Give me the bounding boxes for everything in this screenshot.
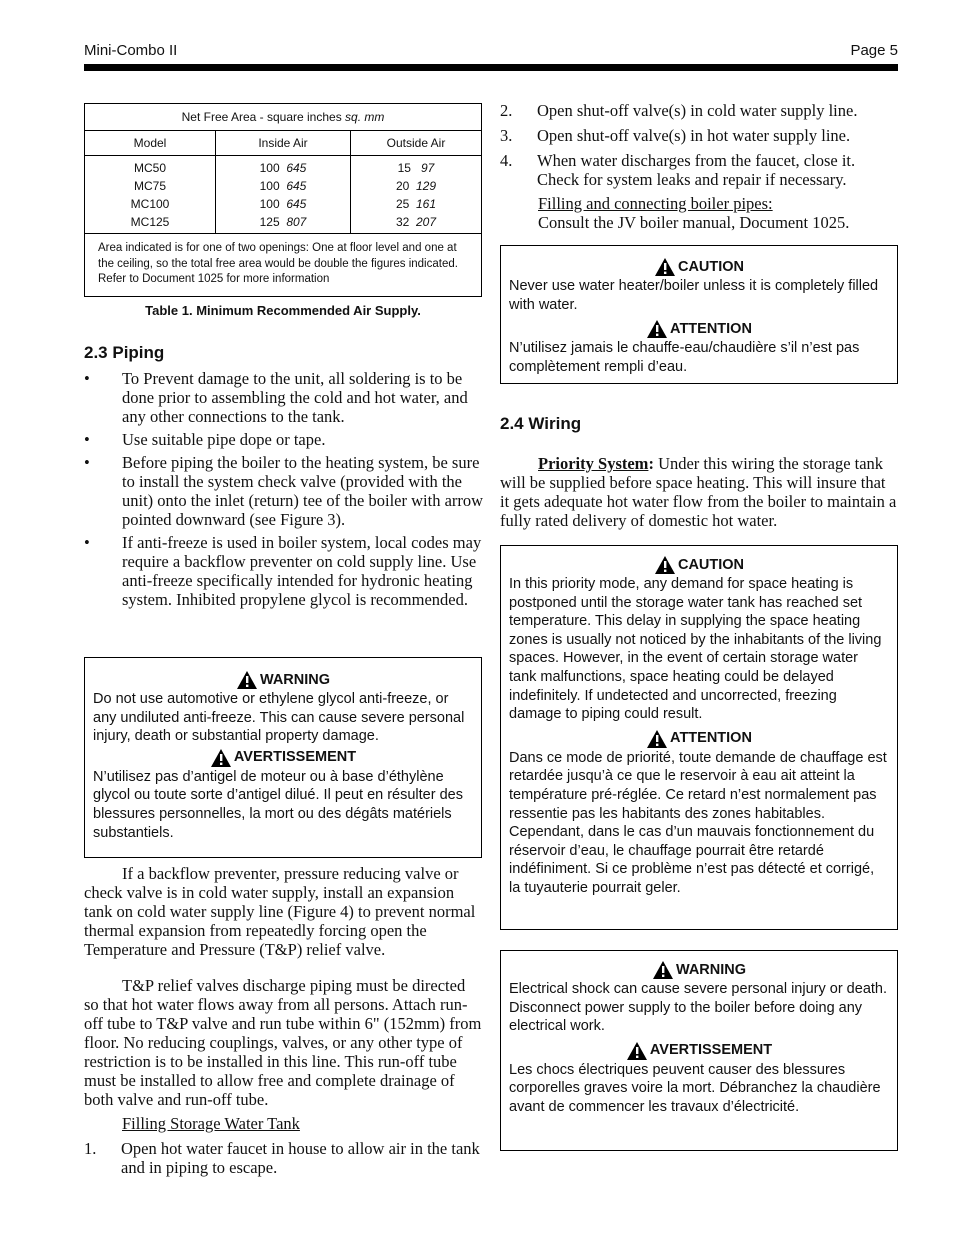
expansion-tank-paragraph: If a backflow preventer, pressure reducing valve or check valve is in cold water supply, install an expansion tank on cold water supply line (Figure 4) to prevent normal thermal expansion from repeatedly forcing open the Temperature and Pressure (T&P) relief valve. bbox=[84, 864, 476, 959]
warning-title: WARNING bbox=[509, 960, 889, 980]
table-caption-unit: sq. mm bbox=[345, 110, 385, 124]
warning-triangle-icon bbox=[210, 748, 232, 768]
inside-air-value: 100 645 bbox=[259, 160, 307, 175]
filling-boiler-text: Consult the JV boiler manual, Document 1025. bbox=[538, 213, 850, 232]
caution-title: CAUTION bbox=[509, 555, 889, 575]
list-item: • To Prevent damage to the unit, all soldering is to be done prior to assembling the cold and hot water, and any other connections to the tank. bbox=[84, 369, 468, 426]
list-item: 4. When water discharges from the faucet, close it. Check for system leaks and repair if necessary. bbox=[500, 151, 856, 189]
filling-boiler-block bbox=[538, 194, 849, 232]
attention-title: ATTENTION bbox=[509, 319, 889, 339]
inside-air-cell bbox=[216, 156, 351, 234]
header-rule bbox=[84, 64, 898, 71]
caution-text: In this priority mode, any demand for space heating is postponed until the storage water tank has reached set temperature. This delay in supplying the space heating zones is usually not noticed by the inhabitants of the living spaces. However, in the event of certain storage water tank malfunctions, space heating could be delayed indefinitely. If undetected and uncorrected, freezing damage to piping could result. bbox=[509, 576, 882, 723]
outside-air-value: 25 161 bbox=[395, 196, 437, 211]
attention-text: N’utilisez jamais le chauffe-eau/chaudière s’il n’est pas complètement rempli d’eau. bbox=[509, 340, 860, 375]
attention-text: Dans ce mode de priorité, toute demande de chauffage est retardée jusqu’à ce que le reservoir à eau ait atteint la température pré-réglée. Ce retard n’est normalement pas ressentie pas les habitants des zones habitables. Cependant, dans le cas d’un mauvais fonctionnement du réservoir d’eau, le chauffage pourrait être retardé indéfiniment. Si ce problème n’est pas détecté et corrigé, la tuyauterie pourrait geler. bbox=[509, 749, 887, 896]
section-heading-wiring: 2.4 Wiring bbox=[500, 414, 582, 433]
list-item: 2. Open shut-off valve(s) in cold water supply line. bbox=[500, 101, 858, 120]
model-value: MC100 bbox=[130, 196, 170, 211]
warning-triangle-icon bbox=[652, 960, 674, 980]
list-item: 3. Open shut-off valve(s) in hot water supply line. bbox=[500, 126, 851, 145]
table-title: Table 1. Minimum Recommended Air Supply. bbox=[145, 303, 421, 318]
table-note: Area indicated is for one of two openings: One at floor level and one at the ceiling, so the total free area would be double the figures indicated. Refer to Document 1025 for more information bbox=[85, 234, 482, 297]
attention-title: ATTENTION bbox=[509, 729, 889, 749]
avertissement-title: AVERTISSEMENT bbox=[509, 1041, 889, 1061]
avertissement-title: AVERTISSEMENT bbox=[93, 748, 473, 768]
section-heading-piping: 2.3 Piping bbox=[84, 343, 165, 362]
warning-triangle-icon bbox=[646, 729, 668, 749]
warning-text: Electrical shock can cause severe personal injury or death. Disconnect power supply to the boiler before doing any electrical work. bbox=[509, 981, 887, 1035]
warning-triangle-icon bbox=[654, 257, 676, 277]
inside-air-value: 125 807 bbox=[259, 214, 307, 229]
warning-box-electrical bbox=[500, 950, 898, 1151]
outside-air-value: 20 129 bbox=[395, 178, 437, 193]
column-outside-air: Outside Air bbox=[351, 131, 482, 156]
warning-triangle-icon bbox=[626, 1041, 648, 1061]
outside-air-value: 32 207 bbox=[395, 214, 437, 229]
filling-boiler-heading: Filling and connecting boiler pipes: bbox=[538, 194, 773, 213]
model-value: MC75 bbox=[133, 178, 166, 193]
inside-air-value: 100 645 bbox=[259, 196, 307, 211]
avertissement-text: Les chocs électriques peuvent causer des blessures corporelles graves voire la mort. Débranchez la chaudière avant de commencer les travaux d’électricité. bbox=[509, 1061, 881, 1115]
column-model: Model bbox=[85, 131, 216, 156]
warning-triangle-icon bbox=[236, 670, 258, 690]
warning-text: Do not use automotive or ethylene glycol anti-freeze, or any undiluted anti-freeze. This can cause severe personal injury, death or substantial property damage. bbox=[93, 691, 465, 745]
caution-title: CAUTION bbox=[509, 257, 889, 277]
list-item: • Before piping the boiler to the heating system, be sure to install the system check valve (provided with the unit) onto the inlet (return) tee of the boiler with arrow pointed downward (see Figure 3). bbox=[84, 453, 484, 529]
warning-triangle-icon bbox=[646, 319, 668, 339]
warning-title: WARNING bbox=[93, 670, 473, 690]
column-inside-air: Inside Air bbox=[216, 131, 351, 156]
warning-triangle-icon bbox=[654, 555, 676, 575]
relief-valve-paragraph: T&P relief valves discharge piping must be directed so that hot water flows away from all persons. Attach run-off tube to T&P valve and run tube within 6" (152mm) from floor. No reducing couplings, valves, or any other type of restriction is to be installed in this line. This run-off tube must be installed to allow free and complete drainage of both valve and run-off tube. bbox=[84, 976, 482, 1109]
list-item: 1. Open hot water faucet in house to allow air in the tank and in piping to escape. bbox=[84, 1139, 480, 1177]
model-value: MC125 bbox=[130, 214, 170, 229]
piping-bullets bbox=[84, 369, 484, 613]
caution-box-fill bbox=[500, 245, 898, 384]
filling-steps-right bbox=[500, 101, 898, 195]
warning-box-antifreeze bbox=[84, 657, 482, 858]
outside-air-value: 15 97 bbox=[397, 160, 435, 175]
caution-box-priority bbox=[500, 545, 898, 930]
page-number: Page 5 bbox=[850, 42, 898, 59]
filling-tank-heading: Filling Storage Water Tank bbox=[122, 1114, 300, 1133]
filling-steps-left bbox=[84, 1139, 484, 1183]
document-title: Mini-Combo II bbox=[84, 42, 178, 59]
list-item: • Use suitable pipe dope or tape. bbox=[84, 430, 326, 449]
air-supply-table bbox=[84, 103, 482, 297]
avertissement-text: N’utilisez pas d’antigel de moteur ou à base d’éthylène glycol ou toute sorte d’antigel dilué. Il peut en résulter des blessures personnelles, la mort ou des dégâts matériels substantiels. bbox=[93, 768, 463, 841]
list-item: • If anti-freeze is used in boiler system, local codes may require a backflow preventer on cold supply line. Use anti-freeze specifically intended for hydronic heating system. Inhibited propylene glycol is recommended. bbox=[84, 533, 482, 609]
model-cell bbox=[85, 156, 216, 234]
caution-text: Never use water heater/boiler unless it is completely filled with water. bbox=[509, 278, 879, 313]
inside-air-value: 100 645 bbox=[259, 178, 307, 193]
model-value: MC50 bbox=[133, 160, 166, 175]
table-caption bbox=[85, 104, 482, 131]
priority-system-paragraph: Priority System: Under this wiring the storage tank will be supplied before space heating. This will insure that it gets adequate hot water flow from the boiler to maintain a fully rated delivery of domestic hot water. bbox=[500, 454, 897, 530]
outside-air-cell bbox=[351, 156, 482, 234]
table-caption-text: Net Free Area - square inches bbox=[181, 110, 346, 124]
